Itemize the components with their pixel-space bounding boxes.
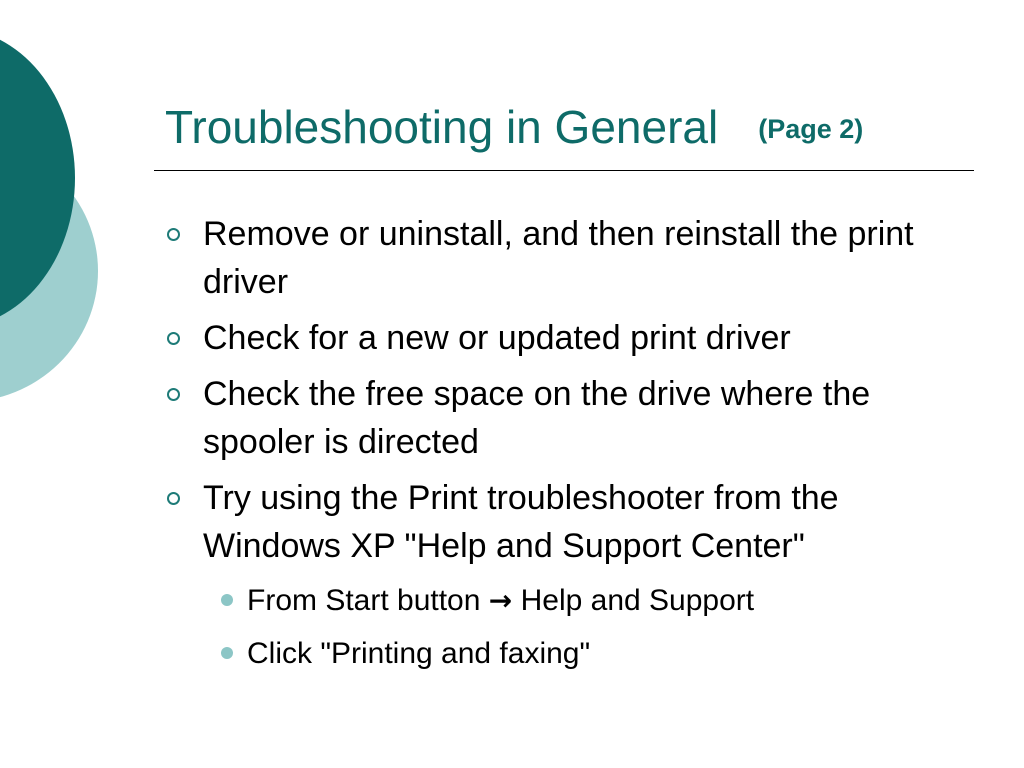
bullet-item	[162, 370, 962, 466]
bullet-item	[162, 210, 962, 306]
hollow-circle-bullet-icon	[167, 228, 180, 241]
sub-bullet-text-after: Help and Support	[520, 584, 755, 617]
bullet-text: Check the free space on the drive where the spooler is directed	[203, 375, 871, 461]
sub-bullet-text: Click "Printing and faxing"	[247, 637, 591, 670]
filled-dot-bullet-icon	[221, 647, 233, 659]
page-label: (Page 2)	[758, 114, 864, 144]
slide-title-text: Troubleshooting in General	[165, 101, 719, 153]
bullet-item	[162, 474, 962, 570]
filled-dot-bullet-icon	[221, 594, 233, 606]
bullet-item	[162, 314, 962, 362]
hollow-circle-bullet-icon	[167, 492, 180, 505]
hollow-circle-bullet-icon	[167, 332, 180, 345]
hollow-circle-bullet-icon	[167, 388, 180, 401]
bullet-text: Check for a new or updated print driver	[203, 319, 791, 357]
sub-bullet-item	[212, 574, 962, 627]
bullet-text: Try using the Print troubleshooter from the Windows XP "Help and Support Center"	[203, 479, 839, 565]
bullet-list	[162, 210, 962, 680]
sub-bullet-item	[212, 627, 962, 680]
title-divider	[154, 170, 974, 171]
slide-title	[165, 97, 863, 164]
right-arrow-icon: →	[488, 584, 513, 617]
sub-bullet-list	[212, 574, 962, 680]
sub-bullet-text-before: From Start button	[247, 584, 481, 617]
bullet-text: Remove or uninstall, and then reinstall the print driver	[203, 215, 914, 301]
